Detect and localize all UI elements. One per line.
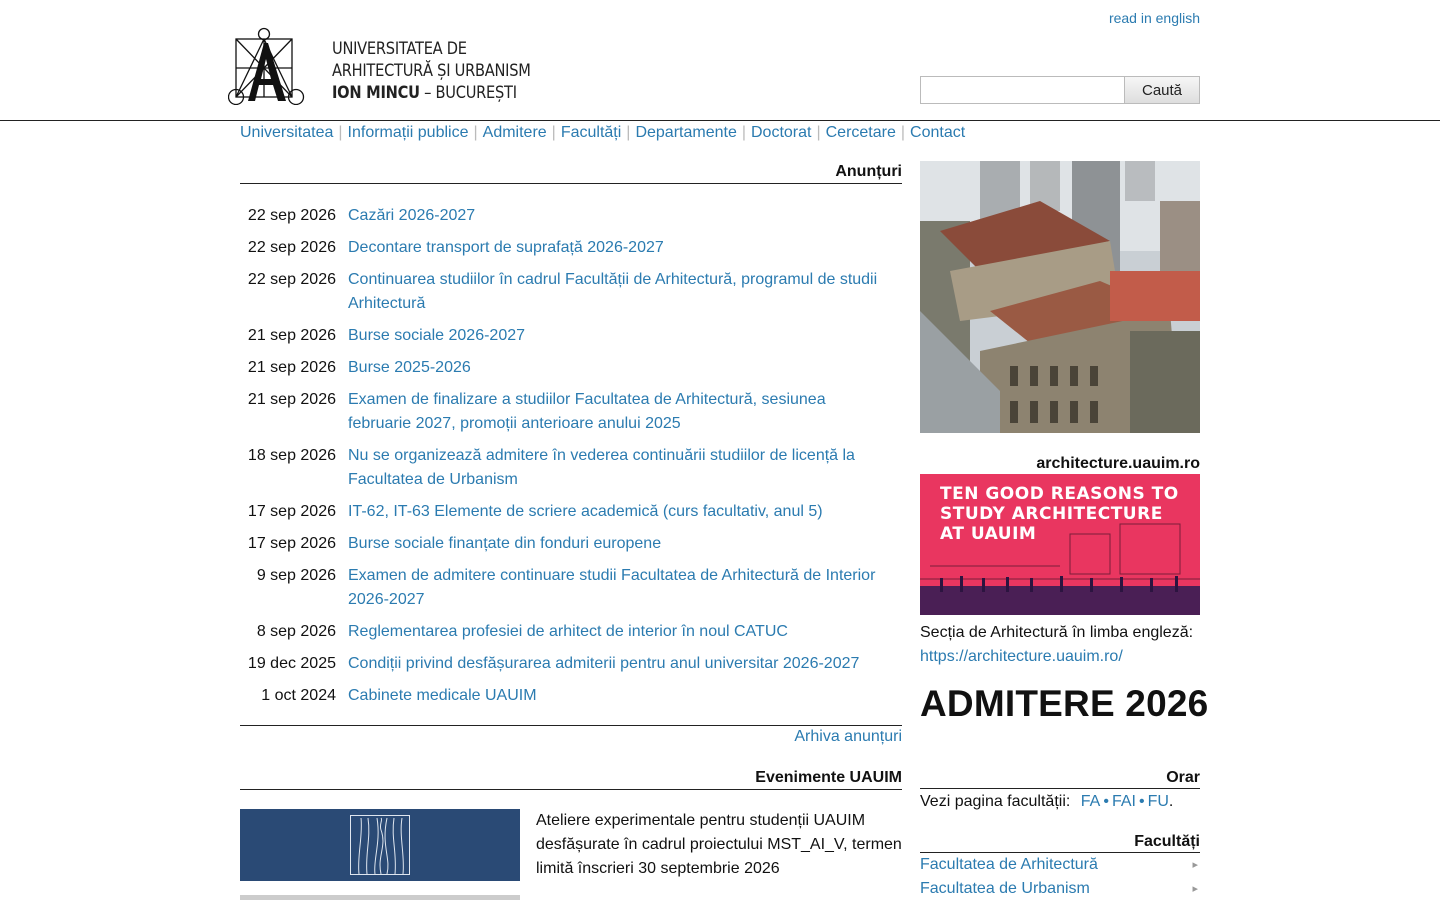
announcement-link[interactable]: Burse 2025-2026 [348, 359, 471, 376]
archive-link[interactable]: Arhiva anunțuri [794, 728, 902, 745]
announcement-date: 19 dec 2025 [247, 655, 336, 672]
site-header [0, 0, 1440, 121]
list-item [240, 324, 902, 348]
events-heading: Evenimente UAUIM [240, 769, 902, 790]
nav-separator: | [816, 124, 821, 141]
logo-line-3-bold: ION MINCU [332, 83, 420, 103]
event-image[interactable] [240, 809, 520, 881]
english-section-text: Secția de Arhitectură în limba engleză: [920, 624, 1194, 641]
announcement-date: 18 sep 2026 [247, 447, 336, 464]
wood-grain-icon [351, 816, 411, 876]
announcement-date: 17 sep 2026 [247, 503, 336, 520]
faculty-item [920, 877, 1200, 900]
faculty-item [920, 853, 1200, 877]
list-item [240, 532, 902, 556]
announcement-date: 22 sep 2026 [247, 271, 336, 288]
main-nav [240, 124, 965, 142]
faculties-list [920, 853, 1200, 900]
orar-text [920, 790, 1173, 814]
ten-reasons-banner[interactable] [920, 474, 1200, 615]
nav-item-admitere[interactable]: Admitere [482, 124, 547, 141]
announcement-link[interactable]: Decontare transport de suprafață 2026-2027 [348, 239, 664, 256]
list-item [240, 564, 902, 612]
event-title[interactable]: Ateliere experimentale pentru studenții UAUIM desfășurate în cadrul proiectului MST_AI_V, termen limită înscrieri 30 septembrie 2026 [536, 812, 902, 877]
university-logo[interactable] [228, 27, 548, 107]
list-item [240, 204, 902, 228]
faculties-heading: Facultăți [920, 833, 1200, 853]
announcement-link[interactable]: Cabinete medicale UAUIM [348, 687, 537, 704]
announcement-date: 1 oct 2024 [261, 687, 336, 704]
banner-illustration [920, 474, 1200, 615]
orar-link-fa[interactable]: FA [1080, 793, 1101, 810]
list-item [240, 444, 902, 492]
announcement-link[interactable]: Examen de admitere continuare studii Facultatea de Arhitectură de Interior 2026-2027 [348, 567, 876, 608]
announcement-date: 17 sep 2026 [247, 535, 336, 552]
chevron-right-icon: ▸ [1192, 859, 1198, 871]
chevron-right-icon: ▸ [1192, 883, 1198, 895]
announcements-heading: Anunțuri [240, 163, 902, 184]
nav-item-departamente[interactable]: Departamente [635, 124, 737, 141]
list-item [240, 620, 902, 644]
announcement-link[interactable]: Condiții privind desfășurarea admiterii pentru anul universitar 2026-2027 [348, 655, 860, 672]
admitere-headline[interactable]: ADMITERE 2026 [920, 683, 1209, 724]
announcement-link[interactable]: Reglementarea profesiei de arhitect de interior în noul CATUC [348, 623, 788, 640]
event-thumbnail-graphic [350, 815, 410, 875]
announcement-link[interactable]: Examen de finalizare a studiilor Facultatea de Arhitectură, sesiunea februarie 2027, promoții anterioare anului 2025 [348, 391, 826, 432]
university-building-photo[interactable] [920, 161, 1200, 433]
orar-dot: • [1103, 793, 1109, 810]
logo-line-3-rest: – BUCUREȘTI [419, 83, 517, 103]
logo-wordmark [332, 38, 531, 104]
announcement-link[interactable]: Burse sociale 2026-2027 [348, 327, 526, 344]
nav-separator: | [551, 124, 556, 141]
list-item [240, 652, 902, 676]
announcement-link[interactable]: Burse sociale finanțate din fonduri europene [348, 535, 662, 552]
logo-a-icon [228, 27, 318, 105]
list-item [240, 356, 902, 380]
faculty-link-urbanism[interactable]: Facultatea de Urbanism [920, 880, 1090, 897]
announcement-date: 8 sep 2026 [256, 623, 336, 640]
orar-link-fai[interactable]: FAI [1111, 793, 1136, 810]
nav-item-universitatea[interactable]: Universitatea [240, 124, 334, 141]
announcement-link[interactable]: Cazări 2026-2027 [348, 207, 476, 224]
event-image-2[interactable] [240, 895, 520, 900]
announcement-date: 9 sep 2026 [256, 567, 336, 584]
orar-label: Vezi pagina facultății: [920, 793, 1071, 810]
announcement-date: 21 sep 2026 [247, 359, 336, 376]
announcement-link[interactable]: Continuarea studiilor în cadrul Facultății de Arhitectură, programul de studii Arhitectură [348, 271, 878, 312]
list-item [240, 236, 902, 260]
announcements-list [240, 204, 902, 716]
nav-item-cercetare[interactable]: Cercetare [825, 124, 896, 141]
list-item [240, 388, 902, 436]
logo-line-3 [332, 82, 531, 104]
announcements-footer [240, 725, 902, 746]
nav-item-facultati[interactable]: Facultăți [560, 124, 622, 141]
list-item [240, 500, 902, 524]
logo-line-2: ARHITECTURĂ ȘI URBANISM [332, 61, 531, 81]
english-section-info [920, 621, 1200, 669]
nav-separator: | [741, 124, 746, 141]
search-input[interactable] [920, 76, 1125, 104]
nav-separator: | [626, 124, 631, 141]
read-in-english-link[interactable]: read in english [1108, 10, 1200, 26]
announcement-date: 22 sep 2026 [247, 207, 336, 224]
faculty-link-arhitectura[interactable]: Facultatea de Arhitectură [920, 856, 1098, 873]
nav-item-contact[interactable]: Contact [910, 124, 966, 141]
nav-item-informatii-publice[interactable]: Informații publice [347, 124, 469, 141]
announcement-date: 21 sep 2026 [247, 327, 336, 344]
search-button[interactable]: Caută [1124, 76, 1200, 104]
list-item [240, 268, 902, 316]
announcement-link[interactable]: IT-62, IT-63 Elemente de scriere academică (curs facultativ, anul 5) [348, 503, 823, 520]
orar-link-fu[interactable]: FU [1147, 793, 1169, 810]
search-form [920, 76, 1200, 104]
nav-item-doctorat[interactable]: Doctorat [751, 124, 812, 141]
list-item [240, 684, 902, 708]
orar-period: . [1168, 793, 1174, 810]
announcement-date: 22 sep 2026 [247, 239, 336, 256]
nav-separator: | [900, 124, 906, 141]
logo-line-1: UNIVERSITATEA DE [332, 39, 467, 59]
nav-separator: | [473, 124, 478, 141]
orar-dot: • [1138, 793, 1145, 810]
nav-separator: | [338, 124, 343, 141]
orar-heading: Orar [920, 769, 1200, 789]
banner-headline: TEN GOOD REASONS TO STUDY ARCHITECTURE AT UAUIM [940, 484, 1179, 544]
building-photo-image [920, 161, 1200, 433]
announcement-date: 21 sep 2026 [247, 391, 336, 408]
english-section-link[interactable]: https://architecture.uauim.ro/ [920, 648, 1123, 665]
architecture-site-label: architecture.uauim.ro [1036, 455, 1200, 472]
announcement-link[interactable]: Nu se organizează admitere în vederea continuării studiilor de licență la Facultatea de Urbanism [348, 447, 855, 488]
